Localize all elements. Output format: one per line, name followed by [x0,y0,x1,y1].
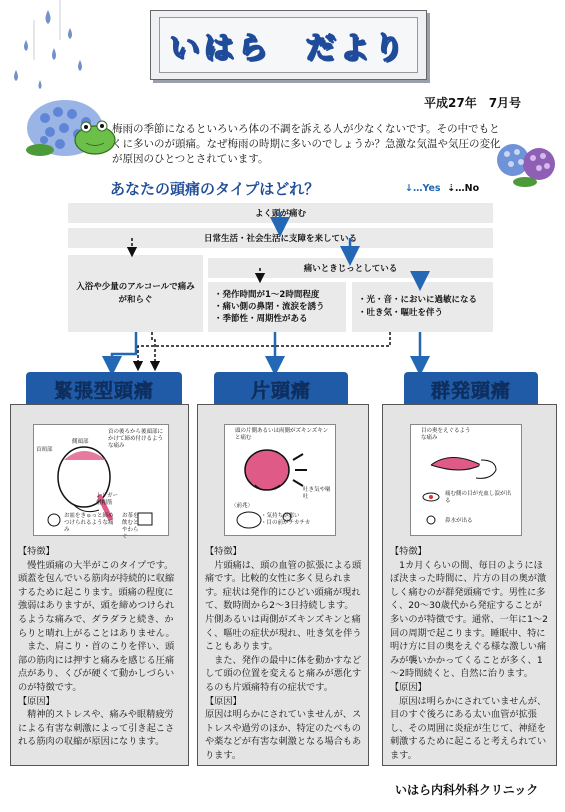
yes-arrow-icon: ↓ [405,183,413,194]
flow-arrows [60,190,500,380]
illus-label: 側頭部 [72,439,89,445]
illus-label: お茶を飲むとやわらぐ [122,513,139,540]
flow-middle-item: ・発作時間が1～2時間程度 [214,290,320,300]
flow-q2: 日常生活・社会生活に支障を来している [68,228,493,248]
no-arrow-icon: ⇣ [447,183,456,194]
feature-heading: 【特徴】 [18,546,55,557]
type-name: 片頭痛 [250,380,311,402]
illus-label: お皿をきゅっと締めつけられるような痛み [64,513,114,533]
feature-heading: 【特徴】 [205,546,242,557]
flow-legend: ↓…Yes ⇣…No [405,183,480,194]
illus-label: 僧帽筋 [96,500,113,506]
tension-headache-illustration [33,424,169,540]
type-text-tension [18,545,181,749]
flow-middle-item: ・痛い側の鼻閉・流涙を誘う [214,302,325,312]
type-name: 群発頭痛 [430,380,511,402]
illus-label: 痛む側の目が充血し涙が出る [445,491,512,504]
newsletter-title: いはら だより [169,31,408,66]
illus-label: ・目の前がチカチカ [261,520,311,526]
flow-q3: 痛いときじっとしている [208,258,493,278]
feature-heading: 【特徴】 [390,546,427,557]
flow-question-title: あなたの頭痛のタイプはどれ？ [110,180,320,198]
illus-label: 吐き気や嘔吐 [303,487,331,500]
issue-date: 平成27年 7月号 [424,96,522,110]
cause-text: 原因は明らかにされていませんが、目のすぐ後ろにある太い血管が拡張し、その周囲に炎症が生じて、神経を刺激するために起こると考えられています。 [390,695,547,761]
raindrop-icon [14,10,82,89]
cause-heading: 【原因】 [205,695,242,707]
flow-right-item: ・吐き気・嘔吐を伴う [358,308,444,318]
illus-label: 頭の片側あるいは両側がズキンズキンと痛む [235,428,329,441]
illus-label: 鼻水が出る [445,518,473,524]
type-name: 緊張型頭痛 [53,380,154,402]
intro-paragraph: 梅雨の季節になるといろいろ体の不調を訴える人が少なくないです。その中でもとくに多いのが頭痛。なぜ梅雨の時期に多いのでしょうか？急激な気温や気圧の変化が原因のひとつとされています。 [112,123,501,165]
cause-text: 原因は明らかにされていませんが、ストレスや過労のほか、特定のたべものや薬などが有害な刺激となる場合もあります。 [205,709,362,761]
feature-text: 慢性頭痛の大半がこのタイプです。頭蓋を包んでいる筋肉が持続的に収縮するために起こります。頭痛の程度に強弱はありますが、頭を締めつけられるような痛みで、ダラダラと続き、からりと晴れ上がることはありません。 [18,559,175,639]
type-text-cluster [390,545,550,763]
flow-q1: よく頭が痛む [68,203,493,223]
flow-middle-item: ・季節性・周期性がある [214,314,308,324]
illus-label: ・気持ちが悪い [261,513,300,519]
title-banner-inner [159,17,418,73]
clinic-name: いはら内科外科クリニック [395,783,539,797]
feature-text: 片頭痛は、頭の血管の拡張による頭痛です。比較的女性に多く見られます。症状は発作的にひどい頭痛が現れて、数時間から2～3日持続します。片側あるいは両側がズキンズキンと痛く、嘔吐の症状が現れ、吐き気を伴うこともあります。 [205,559,362,653]
title-banner [150,10,427,80]
cluster-headache-illustration [410,424,522,536]
cause-heading: 【原因】 [390,681,427,693]
type-text-migraine [205,545,362,763]
flow-right-item: ・光・音・においに過敏になる [358,295,478,305]
illus-label: トリガー [96,493,118,499]
cause-text: 精神的ストレスや、痛みや眼精疲労による有害な刺激によって引き起こされる筋肉の収縮が原因になります。 [18,709,175,748]
frog-icon [75,121,115,154]
illus-label: 〈前兆〉 [231,503,254,509]
feature-text: 1カ月くらいの間、毎日のようにほぼ決まった時間に、片方の目の奥が激しく痛むのが群発頭痛です。男性に多く、20～30歳代から発症することが多いのが特徴です。通常、一年に1～2回の周期で起こります。睡眠中、特に明け方に目の奥をえぐる様な激しい痛みが襲いかかってくることが多く、1～2時間続くと、自然に治ります。 [390,559,548,680]
legend-no: No [464,183,480,194]
illus-label: 首の後ろから後頭部にかけて締め付けるような痛み [108,429,164,449]
cause-heading: 【原因】 [18,695,55,707]
flow-left-box: 入浴や少量のアルコールで痛みが和らぐ [68,255,203,332]
legend-yes: Yes [422,183,441,194]
illus-label: 目の奥をえぐるような痛み [421,428,471,441]
feature-text-2: また、発作の最中に体を動かすなどして頭の位置を変えると痛みが悪化するのも片頭痛特有の症状です。 [205,654,362,693]
illus-label: 首頸部 [36,447,53,453]
feature-text-2: また、肩こり・首のこりを伴い、頭部の筋肉には押すと痛みを感じる圧痛点があり、くびが硬くて動かしづらいのが特徴です。 [18,641,175,693]
migraine-illustration [224,424,336,536]
